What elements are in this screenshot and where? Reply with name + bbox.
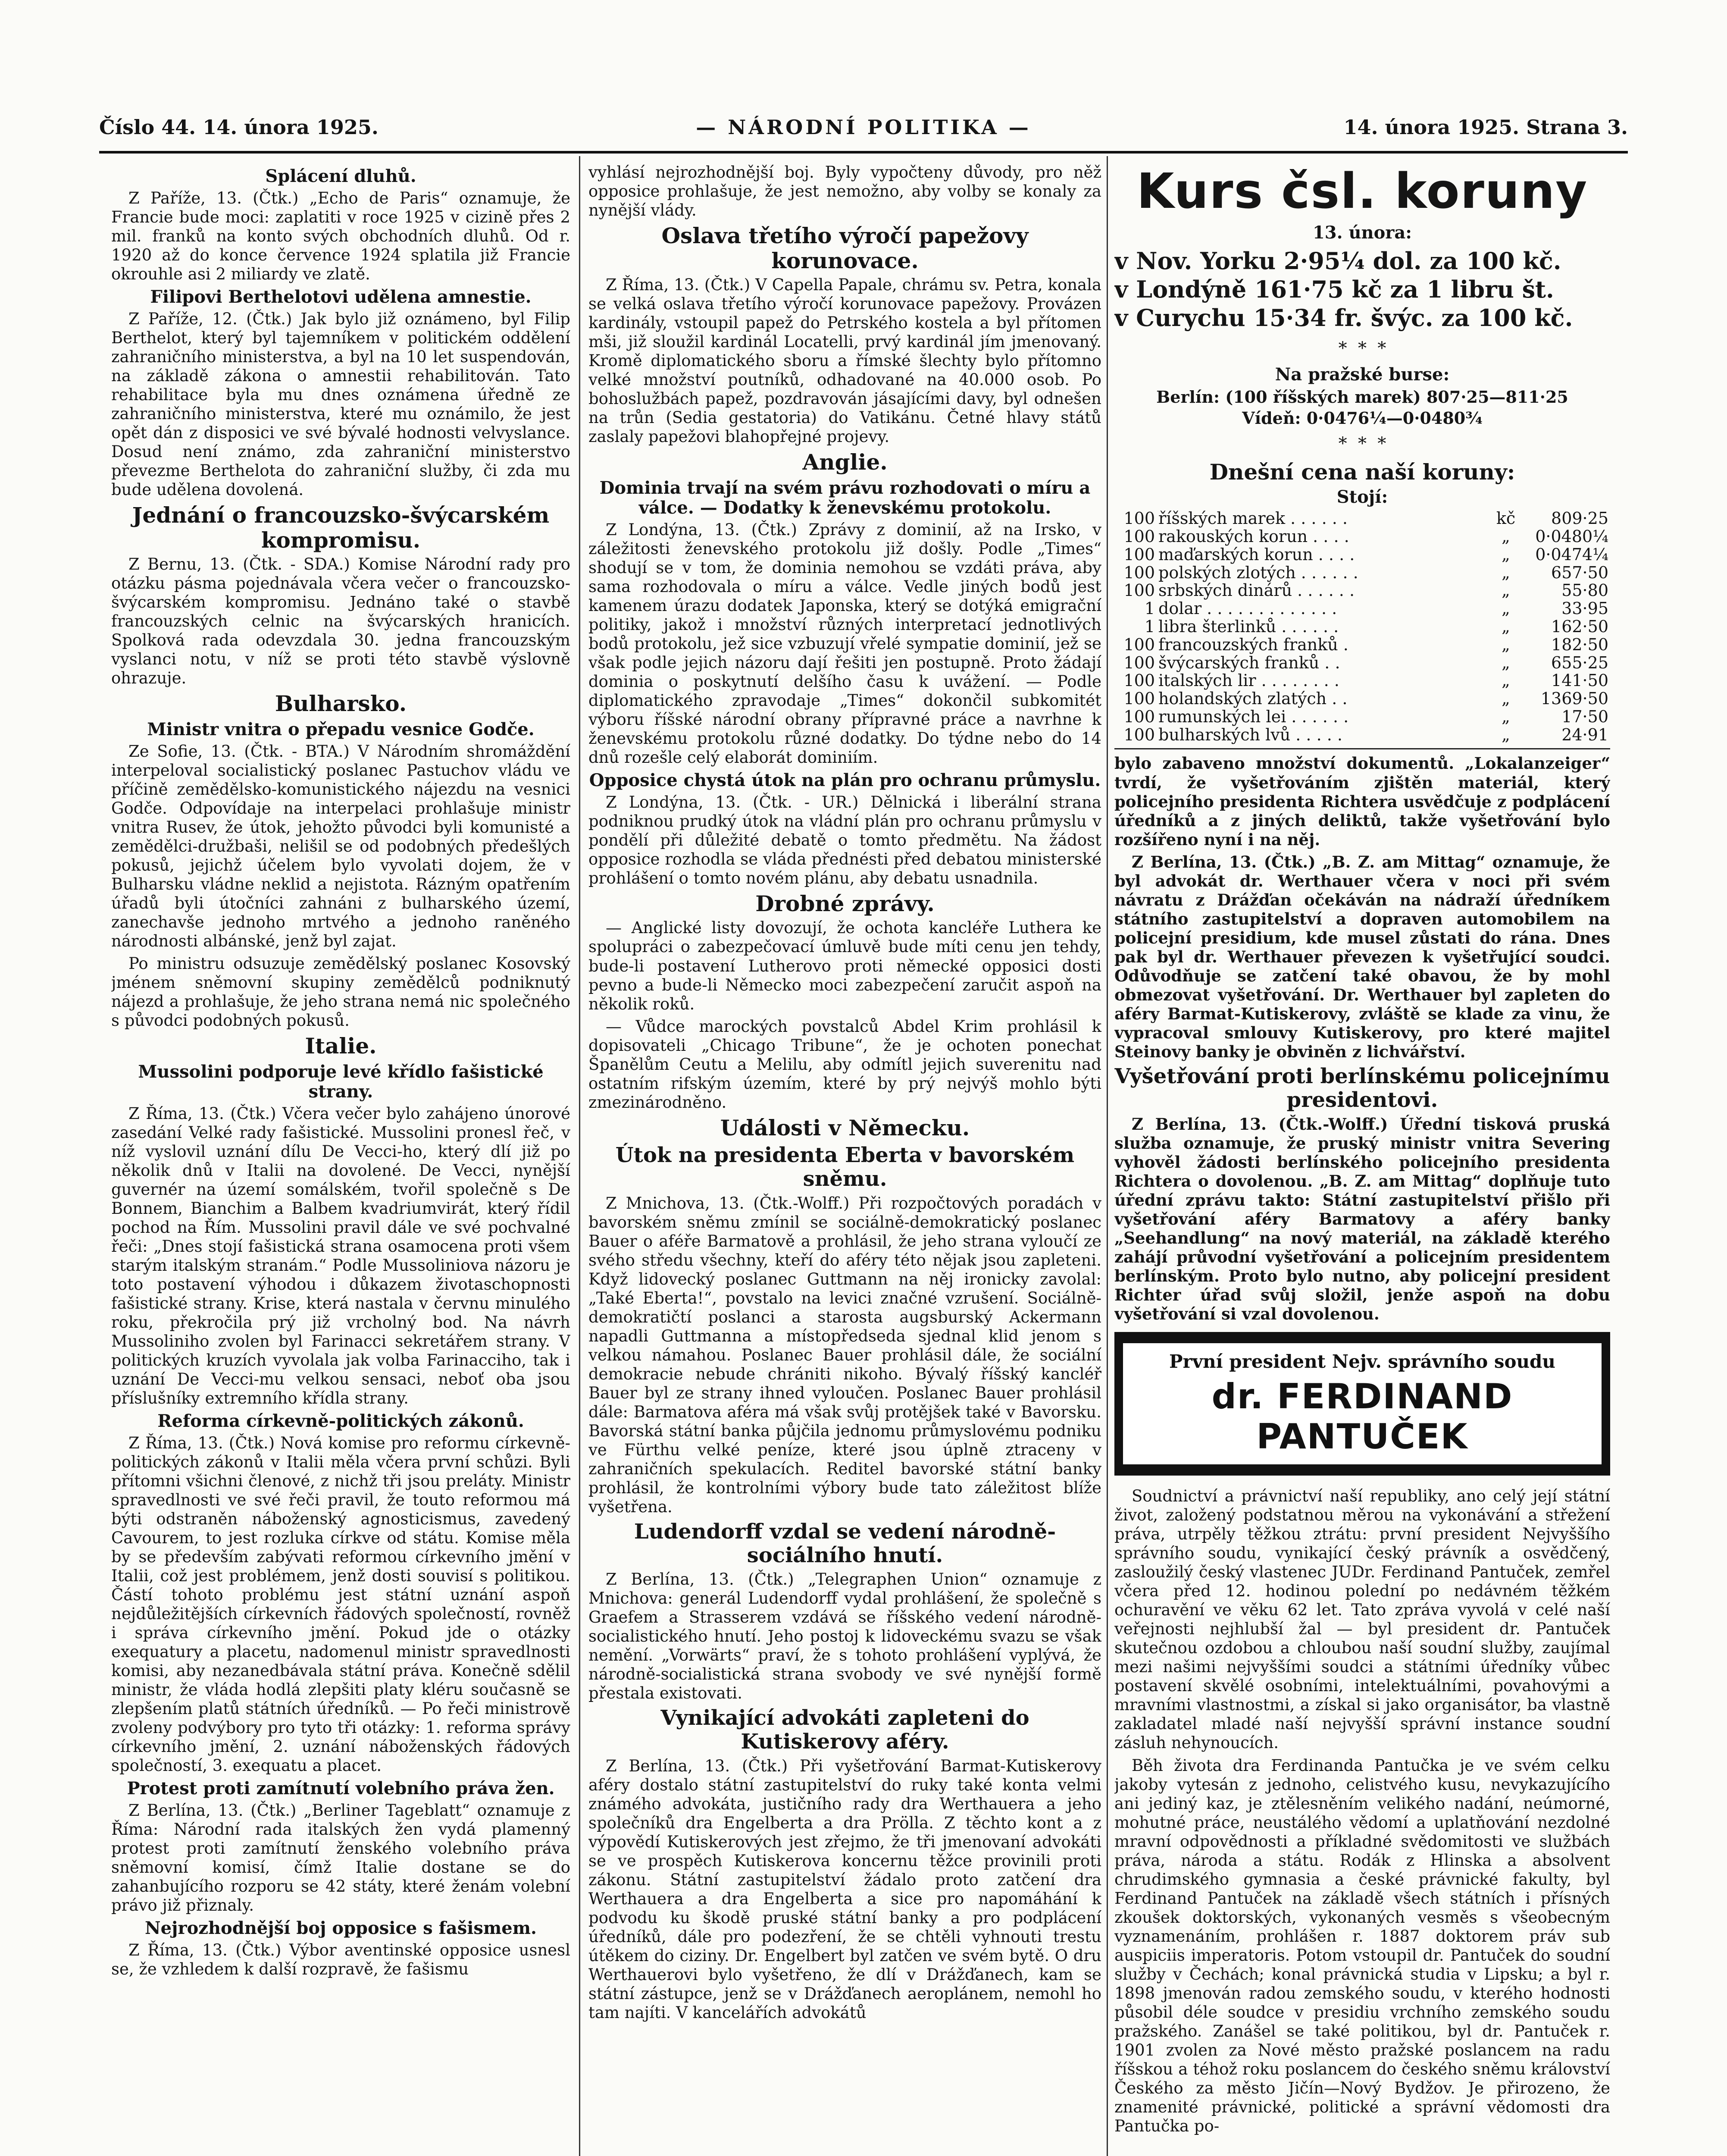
article-heading: Nejrozhodnější boj opposice s fašismem. xyxy=(145,1918,537,1939)
rate-currency: bulharských lvů . . . . . xyxy=(1158,725,1342,744)
rate-amount: 100 xyxy=(1123,707,1155,726)
column-2 xyxy=(588,163,1101,2156)
rate-unit: „ xyxy=(1502,689,1510,708)
rate-amount: 1 xyxy=(1144,599,1155,618)
rate-amount: 1 xyxy=(1144,617,1155,636)
article-subheading: Útok na presidenta Eberta v bavorském sněmu. xyxy=(615,1143,1075,1191)
rate-unit: „ xyxy=(1502,635,1510,654)
section-heading: Anglie. xyxy=(802,449,888,475)
rate-currency: polských zlotých . . . . . . xyxy=(1158,563,1358,582)
rate-unit: „ xyxy=(1502,725,1510,744)
rate-unit: „ xyxy=(1502,617,1510,636)
rate-currency: libra šterlinků . . . . . . xyxy=(1158,617,1339,636)
rate-row xyxy=(1114,564,1610,582)
rate-row xyxy=(1114,528,1610,546)
rate-value: 17·50 xyxy=(1561,707,1608,726)
article-text: Z Paříže, 13. (Čtk.) „Echo de Paris“ oznamuje, že Francie bude moci: zaplatiti v roce 1925 v cizině přes 2 mil. franků na konto svých obchodních dluhů. Od r. 1920 až do konce července 1924 splatila již Francie okrouhle asi 2 miliardy ve zlatě. xyxy=(111,189,570,284)
rate-row xyxy=(1114,726,1610,744)
rate-row xyxy=(1114,510,1610,528)
article-text: Z Londýna, 13. (Čtk.) Zprávy z dominií, až na Irsko, v záležitosti ženevského protokolu již došly. Podle „Times“ shodují se v tom, že dominia nemohou se vzdáti práva, aby sama rozhodovala o míru a válce. Vedle jiných bodů jest kamenem úrazu dodatek Japonska, který se dotýká emigrační politiky, jakož i množství různých interpretací jednotlivých bodů protokolu, jež sice vzbuzují vřelé sympatie dominií, jež se však podle jejich názoru dají řešiti jen postupně. Proto žádají dominia o poskytnutí delšího času k uvážení. — Podle diplomatického zpravodaje „Times“ dokončil subkomitét výboru říšské národní obrany přípravné práce a navrhne k ženevskému protokolu různé dodatky. Do týdne nebo do 14 dnů rozešle celý elaborát dominiím. xyxy=(588,520,1101,767)
article-text: Z Bernu, 13. (Čtk. - SDA.) Komise Národní rady pro otázku pásma pojednávala včera večer o francouzsko-švýcarském kompromisu. Jednáno také o stavbě francouzských celnic na švýcarských hranicích. Spolková rada odevzdala 30. jedna francouzským vyslanci notu, v níž se proti této stavbě výslovně ohrazuje. xyxy=(111,555,570,688)
section-heading: Bulharsko. xyxy=(275,691,407,717)
date-page-number: 14. února 1925. Strana 3. xyxy=(1343,116,1628,139)
rate-value: 24·91 xyxy=(1561,725,1608,744)
rate-value: 657·50 xyxy=(1551,563,1608,582)
article-text: Z Londýna, 13. (Čtk. - UR.) Dělnická i liberální strana podniknou prudký útok na vládní plán pro ochranu průmyslu v pondělí při důležité debatě o tomto předmětu. Na žádost opposice rozhodla se vláda přednésti před debatou ministerské prohlášení o tomto novém plánu, aby debatu usnadnila. xyxy=(588,793,1101,887)
article-text: Z Říma, 13. (Čtk.) Výbor aventinské opposice usnesl se, že vzhledem k další rozpravě, že fašismu xyxy=(111,1941,570,1979)
article-text: Z Říma, 13. (Čtk.) Včera večer bylo zahájeno únorové zasedání Velké rady fašistické. Mussolini pronesl řeč, v níž vyslovil uznání dílu De Vecci-ho, který dlí již po několik dnů v Italii na dovolené. De Vecci, nynější guvernér na území somálském, tvořil společně s De Bonnem, Bianchim a Balbem kvadriumvirát, který řídil pochod na Řím. Mussolini pravil dále ve své pochvalné řeči: „Dnes stojí fašistická strana osamocena proti všem starým italským stranám.“ Podle Mussoliniova názoru je toto postavení výhodou i důkazem životaschopnosti fašistické strany. Krise, která nastala v červnu minulého roku, překročila prý již vrcholný bod. Na návrh Mussoliniho zvolen byl Farinacci sekretářem strany. V politických kruzích vyvolala jak volba Farinacciho, tak i uznání De Vecci-mu velkou sensaci, neboť oba jsou příslušníky extremního křídla strany. xyxy=(111,1104,570,1407)
article-heading: Vynikající advokáti zapleteni do Kutiskerovy aféry. xyxy=(660,1706,1029,1754)
article-text: Soudnictví a právnictví naší republiky, ano celý její státní život, založený podstatnou měrou na vykonávání a střežení práva, utrpěly těžkou ztrátu: první president Nejvyššího správního soudu, vynikající český právník a osvědčený, zasloužilý český vlastenec JUDr. Ferdinand Pantuček, zemřel včera před 12. hodinou polední po nedávném těžkém ochuravění ve věku 62 let. Tato zpráva vyvolá v celé naší veřejnosti nejhlubší žal — byl president dr. Pantuček skutečnou ozdobou a chloubou naší soudní služby, zaujímal mezi našimi nejvyššími soudci a státními úředníky vůbec postavení skvělé osobními, intelektuálními, povahovými a mravními vlastnostmi, a získal si jako organisátor, ba vlastně zakladatel mladé naší nejvyšší správní instance soudní zásluh nehynoucích. xyxy=(1114,1487,1610,1752)
rate-currency: říšských marek . . . . . . xyxy=(1158,509,1348,528)
article-text: Z Berlína, 13. (Čtk.) „Telegraphen Union“ oznamuje z Mnichova: generál Ludendorff vydal prohlášení, že společně s Graefem a Strasserem vzdává se říšského vedení národně-socialistického hnutí. Jeho postoj k lidoveckému svazu se však nemění. „Vorwärts“ praví, že s tohoto prohlášení vyplývá, že národně-socialistická strana svobody ve své nynější formě přestala existovati. xyxy=(588,1570,1101,1703)
currency-price-heading: Dnešní cena naší koruny: xyxy=(1209,459,1515,485)
rate-value: 0·0474¼ xyxy=(1535,545,1608,564)
section-rule xyxy=(1114,748,1610,749)
rate-unit: „ xyxy=(1502,526,1510,546)
article-heading: Filipovi Berthelotovi udělena amnestie. xyxy=(150,287,532,307)
rate-unit: „ xyxy=(1502,671,1510,690)
rate-row xyxy=(1114,600,1610,618)
rate-value: 1369·50 xyxy=(1540,689,1608,708)
rate-row xyxy=(1114,582,1610,600)
rate-unit: „ xyxy=(1502,599,1510,618)
rate-currency: rumunských lei . . . . . . xyxy=(1158,707,1349,726)
article-text: — Vůdce marockých povstalců Abdel Krim prohlásil k dopisovateli „Chicago Tribune“, že je ochoten ponechat Španělům Ceutu a Melilu, aby odmítl jejich suverenitu nad ostatním rifským územím, které by prý nejvýš mohlo býti zmezinárodněno. xyxy=(588,1017,1101,1112)
article-heading: Oslava třetího výročí papežovy korunovace. xyxy=(661,223,1029,273)
rate-amount: 100 xyxy=(1123,545,1155,564)
article-text: bylo zabaveno množství dokumentů. „Lokalanzeiger“ tvrdí, že vyšetřováním zjištěn materiál, který policejního presidenta Richtera usvědčuje z podplácení úředníků a z jiných deliktů, takže vyšetřování bylo rozšířeno nyní i na něj. xyxy=(1114,754,1610,849)
article-heading: Jednání o francouzsko-švýcarském kompromisu. xyxy=(132,502,550,553)
rate-row xyxy=(1114,708,1610,726)
star-separator: * * * xyxy=(1338,433,1386,454)
rate-amount: 100 xyxy=(1123,653,1155,672)
article-text: Z Mnichova, 13. (Čtk.-Wolff.) Při rozpočtových poradách v bavorském sněmu zmínil se sociálně-demokratický poslanec Bauer o aféře Barmatově a prohlásil, že jeho strana vyloučí ze svého středu všechny, kteří do aféry této nějak jsou zapleteni. Když lidovecký poslanec Guttmann na něj ironicky zavolal: „Také Eberta!“, povstalo na levici značné vzrušení. Sociálně-demokratičtí poslanci a starosta augsburský Ackermann napadli Guttmanna a místopředseda sjednal klid jenom s velkou námahou. Poslanec Bauer prohlásil dále, že sociální demokracie nebude chrániti nikoho. Bývalý říšský kancléř Bauer byl ze strany ihned vyloučen. Poslanec Bauer prohlásil dále: Barmatova aféra má však svůj protějšek také v Bavorsku. Bavorská státní banka půjčila jednomu průmyslovému podniku ve Fürthu velké peníze, které jsou úplně ztraceny v zahraničních spekulacích. Reditel bavorské státní banky prohlásil, že kontrolními výbory bude tato záležitost blíže vyšetřena. xyxy=(588,1194,1101,1516)
issue-number-date: Číslo 44. 14. února 1925. xyxy=(99,116,379,139)
obituary-banner xyxy=(1114,1332,1610,1476)
obituary-name: dr. FERDINAND PANTUČEK xyxy=(1211,1376,1513,1457)
column-divider xyxy=(579,156,580,2156)
article-heading: Splácení dluhů. xyxy=(265,166,416,186)
rate-amount: 100 xyxy=(1123,581,1155,600)
section-heading: Italie. xyxy=(305,1033,377,1059)
exchange-rate-title: Kurs čsl. koruny xyxy=(1136,163,1588,219)
currency-rate-table xyxy=(1114,510,1610,744)
rate-currency: italských lir . . . . . . . . xyxy=(1158,671,1339,690)
rate-row xyxy=(1114,690,1610,708)
currency-price-subheading: Stojí: xyxy=(1336,487,1388,508)
article-text: Z Berlína, 13. (Čtk.) „Berliner Tageblatt“ oznamuje z Říma: Národní rada italských žen vydá plamenný protest proti zamítnutí ženského volebního práva sněmovní komisí, čímž Italie dostane se do zahanbujícího rozporu se 42 státy, které ženám volební právo již přiznaly. xyxy=(111,1801,570,1915)
article-text: Z Berlína, 13. (Čtk.) „B. Z. am Mittag“ oznamuje, že byl advokát dr. Werthauer včera v noci při svém návratu z Drážďan očekáván na nádraží úředníkem státního zastupitelství a dopraven automobilem na policejní presidium, kde musel zůstati do rána. Dnes pak byl dr. Werthauer převezen k vyšetřující soudci. Odůvodňuje se zatčení také obavou, že by mohl obmezovat vyšetřování. Dr. Werthauer byl zapleten do aféry Barmat-Kutiskerovy, zvláště se klade za vinu, že vypracoval smlouvy Kutiskerovy, pro které majitel Steinovy banky je obviněn z lichvářství. xyxy=(1114,852,1610,1061)
article-heading: Protest proti zamítnutí volebního práva žen. xyxy=(127,1778,555,1799)
rate-unit: „ xyxy=(1502,653,1510,672)
rate-currency: dolar . . . . . . . . . . . . . xyxy=(1158,599,1337,618)
rate-amount: 100 xyxy=(1123,689,1155,708)
rate-amount: 100 xyxy=(1123,526,1155,546)
article-text: Z Berlína, 13. (Čtk.-Wolff.) Úřední tisková pruská služba oznamuje, že pruský ministr vnitra Severing vyhověl žádosti berlínského policejního presidenta Richtera o dovolenou. „B. Z. am Mittag“ doplňuje tuto úřední zprávu takto: Státní zastupitelství přišlo při vyšetřování aféry Barmatovy a aféry banky „Seehandlung“ na nový materiál, na základě kterého zahájí průvodní vyšetřování a policejním presidentem berlínským. Proto bylo nutno, aby policejní president Richter úřad svůj složil, jenže aspoň na dobu vyšetřování si vzal dovolenou. xyxy=(1114,1115,1610,1324)
article-heading: Reforma církevně-politických zákonů. xyxy=(157,1410,524,1431)
article-heading: Vyšetřování proti berlínskému policejnímu presidentovi. xyxy=(1114,1064,1610,1112)
article-text: Z Říma, 13. (Čtk.) V Capella Papale, chrámu sv. Petra, konala se velká oslava třetího výročí korunovace papežovy. Provázen kardinály, vstoupil papež do Petrského kostela a byl přítomen mši, již sloužil kardinál Locatelli, prvý kardinál jím jmenovaný. Kromě diplomatického sboru a římské šlechty bylo přítomno velké množství poutníků, odhadované na 40.000 osob. Po bohoslužbách papež, pozdravován jásajícími davy, byl odnešen na trůn (Sedia gestatoria) do Vatikánu. Četné hlavy států zaslaly papežovi blahopřejné projevy. xyxy=(588,276,1101,446)
rate-value: 809·25 xyxy=(1551,509,1608,528)
rate-value: 655·25 xyxy=(1551,653,1608,672)
article-text: — Anglické listy dovozují, že ochota kancléře Luthera ke spolupráci o zabezpečovací úmluvě bude míti cenu jen tehdy, bude-li postavení Lutherovo proti německé opposici dosti pevno a bude-li Německo moci zabezpečení zaručit aspoň na několik roků. xyxy=(588,918,1101,1013)
newspaper-title: — NÁRODNÍ POLITIKA — xyxy=(696,116,1031,139)
rate-value: 182·50 xyxy=(1551,635,1608,654)
rate-row xyxy=(1114,654,1610,672)
article-heading: Opposice chystá útok na plán pro ochranu průmyslu. xyxy=(589,770,1101,790)
star-separator: * * * xyxy=(1338,338,1386,358)
rate-unit: kč xyxy=(1496,509,1516,528)
exchange-rate-line: v Nov. Yorku 2·95¼ dol. za 100 kč. xyxy=(1114,247,1561,275)
obituary-subtitle: První president Nejv. správního soudu xyxy=(1169,1351,1555,1373)
exchange-rate-line: v Londýně 161·75 kč za 1 libru št. xyxy=(1114,275,1554,303)
rate-value: 141·50 xyxy=(1551,671,1608,690)
article-text: Běh života dra Ferdinanda Pantučka je ve svém celku jakoby vytesán z jednoho, celistvého kusu, nevykazujícího ani jediný kaz, je ztělesněním velikého nadání, neúmorné, mohutné práce, neustálého vědomí a uplatňování nezdolné mravní odpovědnosti a příkladné svědomitosti ve službách práva, národa a státu. Rodák z Hlinska a absolvent chrudimského gymnasia a české právnické fakulty, byl Ferdinand Pantuček na základě všech státních i přísných zkoušek doktorských, vykonaných vesměs s všeobecným vyznamenáním, prohlášen r. 1887 doktorem práv sub auspiciis imperatoris. Potom vstoupil dr. Pantuček do soudní služby v Čechách; konal právnická studia v Lipsku; a byl r. 1898 jmenován radou zemského soudu, v kterého hodnosti působil déle soudce v presidiu vrchního zemského soudu pražského. Zanášel se také politikou, byl dr. Pantuček r. 1901 zvolen za Nové město pražské poslancem na radu říšskou a téhož roku poslancem do českého sněmu království Českého za město Jičín—Nový Bydžov. Je přirozeno, že znamenité právnické, politické a správní vědomosti dra Pantučka po- xyxy=(1114,1756,1610,2135)
stock-exchange-line: Berlín: (100 říšských marek) 807·25—811·25 xyxy=(1156,387,1568,407)
rate-amount: 100 xyxy=(1123,635,1155,654)
stock-exchange-line: Vídeň: 0·0476¼—0·0480¾ xyxy=(1242,408,1483,428)
article-text: Z Berlína, 13. (Čtk.) Při vyšetřování Barmat-Kutiskerovy aféry dostalo státní zastupitelství do ruky také konta velmi známého advokáta, justičního rady dra Werthauera a jeho společníků dra Engelberta a dra Prölla. Z těchto kont a z výpovědí Kutiskerových jest zřejmo, že tři jmenovaní advokáti se ve prospěch Kutiskerova koncernu těžce provinili proti zákonu. Státní zastupitelství žádalo proto zatčení dra Werthauera a dra Engelberta a sice pro napomáhání k podvodu ku škodě pruské státní banky a pro podplácení úředníků, dále pro podezření, že se chtěli vyhnouti trestu útěkem do ciziny. Dr. Engelbert byl zatčen ve svém bytě. O dru Werthauerovi bylo vyšetřeno, že dlí v Drážďanech, kam se státní zástupce, jenž se v Drážďanech aeroplánem, nemohl ho tam najíti. V kancelářích advokátů xyxy=(588,1756,1101,2022)
column-divider xyxy=(1107,156,1108,2156)
article-text: Ze Sofie, 13. (Čtk. - BTA.) V Národním shromáždění interpeloval socialistický poslanec Pastuchov vládu ve příčině zemědělsko-komunistického nájezdu na vesnici Godče. Odpovídaje na interpelaci prohlašuje ministr vnitra Rusev, že útok, jehožto původci byli komunisté a zemědělci-družbaši, nelišil se od podobných předešlých pokusů, jejichž účelem bylo vyvolati dojem, že v Bulharsku vládne neklid a nejistota. Rázným opatřením úřadů byli útočníci zahnáni z bulharského území, zanechavše jednoho mrtvého a jednoho raněného národnosti albánské, jenž byl zajat. xyxy=(111,742,570,950)
obituary-banner-inner xyxy=(1123,1343,1602,1464)
article-subheading: Dominia trvají na svém právu rozhodovati o míru a válce. — Dodatky k ženevskému protokolu. xyxy=(599,477,1091,518)
article-subheading: Ministr vnitra o přepadu vesnice Godče. xyxy=(147,719,535,740)
article-subheading: Mussolini podporuje levé křídlo fašistické strany. xyxy=(138,1061,544,1102)
rate-amount: 100 xyxy=(1123,671,1155,690)
article-text: Z Paříže, 12. (Čtk.) Jak bylo již oznámeno, byl Filip Berthelot, který byl tajemníkem v politickém oddělení zahraničního ministerstva, a byl na 10 let suspendován, na základě zákona o amnestii rehabilitován. Tato rehabilitace byla mu dnes oznámena úředně ze zahraničního ministerstva, které mu oznámilo, že jest opět dán z disposici ve své bývalé hodnosti velvyslance. Dosud není známo, zda zahraniční ministerstvo převezme Berthelota do zahraniční služby, či zda mu bude udělena dovolená. xyxy=(111,310,570,499)
rate-value: 162·50 xyxy=(1551,617,1608,636)
rate-unit: „ xyxy=(1502,545,1510,564)
rate-unit: „ xyxy=(1502,563,1510,582)
exchange-rate-line: v Curychu 15·34 fr. švýc. za 100 kč. xyxy=(1114,304,1573,332)
rate-currency: švýcarských franků . . xyxy=(1158,653,1340,672)
rate-currency: rakouských korun . . . . xyxy=(1158,526,1349,546)
article-text: vyhlásí nejrozhodnější boj. Byly vypočteny důvody, pro něž opposice prohlašuje, že jest nemožno, aby volby se konaly za nynější vlády. xyxy=(588,163,1101,220)
article-text: Po ministru odsuzuje zemědělský poslanec Kosovský jménem sněmovní skupiny zemědělců podniknutý nájezd a prohlašuje, že jeho strana nemá nic společného s původci podobných pokusů. xyxy=(111,954,570,1030)
rate-value: 0·0480¼ xyxy=(1535,526,1608,546)
rate-currency: holandských zlatých . . xyxy=(1158,689,1348,708)
column-1 xyxy=(111,163,570,2156)
rate-row xyxy=(1114,618,1610,636)
article-heading: Ludendorff vzdal se vedení národně-sociálního hnutí. xyxy=(634,1519,1056,1567)
rate-value: 33·95 xyxy=(1561,599,1608,618)
rate-row xyxy=(1114,636,1610,654)
rate-amount: 100 xyxy=(1123,725,1155,744)
column-3 xyxy=(1114,163,1610,2156)
rate-amount: 100 xyxy=(1123,509,1155,528)
rate-unit: „ xyxy=(1502,707,1510,726)
section-heading: Drobné zprávy. xyxy=(755,890,935,916)
article-text: Z Říma, 13. (Čtk.) Nová komise pro reformu církevně-politických zákonů v Italii měla včera první schůzi. Byli přítomni všichni členové, z nichž tři jsou preláty. Ministr spravedlnosti ve své řeči pravil, že touto reformou má býti odstraněn náboženský agnosticismus, zavedený Cavourem, to jest rozluka církve od státu. Komise měla by se především zabývati reformou církevního jmění v Italii, což jest problémem, jenž dosti souvisí s politikou. Částí tohoto problému jest státní uznání aspoň nejdůležitějších církevních řádových společností, rovněž i správa církevního jmění. Pokud jde o otázky exequatury a placetu, nadomenul ministr spravedlnosti komisi, aby nezanedbávala státní práva. Konečně sdělil ministr, že vláda hodlá zlepšiti platy kléru současně se zlepšením platů státních úředníků. — Po řeči ministrově zvoleny podvýbory pro tyto tři otázky: 1. reforma správy církevního jmění, 2. uznání náboženských řádových společností, 3. exequatu a placet. xyxy=(111,1433,570,1775)
rate-value: 55·80 xyxy=(1561,581,1608,600)
header-rule xyxy=(99,151,1628,154)
rate-amount: 100 xyxy=(1123,563,1155,582)
stock-exchange-heading: Na pražské burse: xyxy=(1275,364,1450,385)
exchange-rate-date: 13. února: xyxy=(1312,222,1412,243)
rate-unit: „ xyxy=(1502,581,1510,600)
rate-row xyxy=(1114,546,1610,564)
rate-currency: srbských dinárů . . . . . . xyxy=(1158,581,1355,600)
page-header xyxy=(99,116,1628,155)
section-heading: Události v Německu. xyxy=(720,1115,970,1141)
rate-row xyxy=(1114,672,1610,690)
rate-currency: maďarských korun . . . . xyxy=(1158,545,1355,564)
rate-currency: francouzských franků . xyxy=(1158,635,1348,654)
